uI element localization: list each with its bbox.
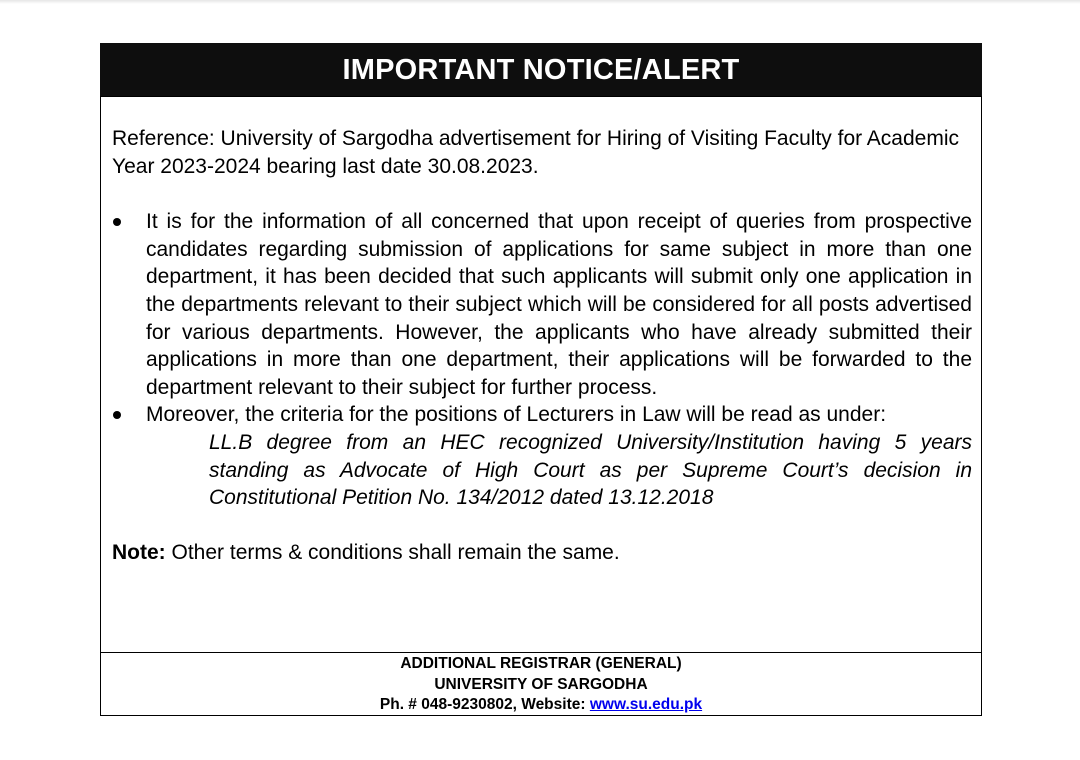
bullet-item	[112, 401, 972, 429]
footer-university: UNIVERSITY OF SARGODHA	[434, 675, 648, 693]
bullet-icon	[113, 218, 121, 226]
bullet-item	[112, 208, 972, 401]
footer-designation: ADDITIONAL REGISTRAR (GENERAL)	[400, 655, 682, 672]
notice-title: IMPORTANT NOTICE/ALERT	[342, 54, 740, 86]
law-lecturer-criteria: LL.B degree from an HEC recognized University/Institution having 5 years standing as Advocate of High Court as per Supreme Court’s decision in Constitutional Petition No. 134/2012 dated 13.12.2018	[209, 430, 972, 510]
bullet-list	[112, 208, 972, 429]
reference-paragraph: Reference: University of Sargodha advertisement for Hiring of Visiting Faculty for Academic Year 2023-2024 bearing last date 30.08.2023.	[112, 127, 959, 178]
notice-box	[100, 43, 982, 716]
bullet-text: Moreover, the criteria for the positions of Lecturers in Law will be read as under:	[146, 403, 887, 427]
notice-header	[100, 43, 982, 97]
notice-content	[112, 125, 972, 566]
website-link[interactable]: www.su.edu.pk	[589, 696, 703, 713]
note-paragraph	[112, 539, 972, 567]
bullet-text: It is for the information of all concerned that upon receipt of queries from prospective candidates regarding submission of applications for same subject in more than one department, it has been decided that such applicants will submit only one application in the departments relevant to their subject which will be considered for all posts advertised for various departments. However, the applicants who have already submitted their applications in more than one department, their applications will be forwarded to the department relevant to their subject for further process.	[146, 210, 972, 399]
footer-phone: Ph. # 048-9230802, Website:	[379, 696, 590, 713]
note-label: Note:	[112, 540, 166, 564]
bullet-icon	[113, 411, 121, 419]
signature-footer	[101, 652, 981, 715]
top-edge-shadow	[0, 0, 1080, 4]
note-text: Other terms & conditions shall remain the same.	[165, 540, 620, 564]
footer-contact	[101, 695, 981, 716]
